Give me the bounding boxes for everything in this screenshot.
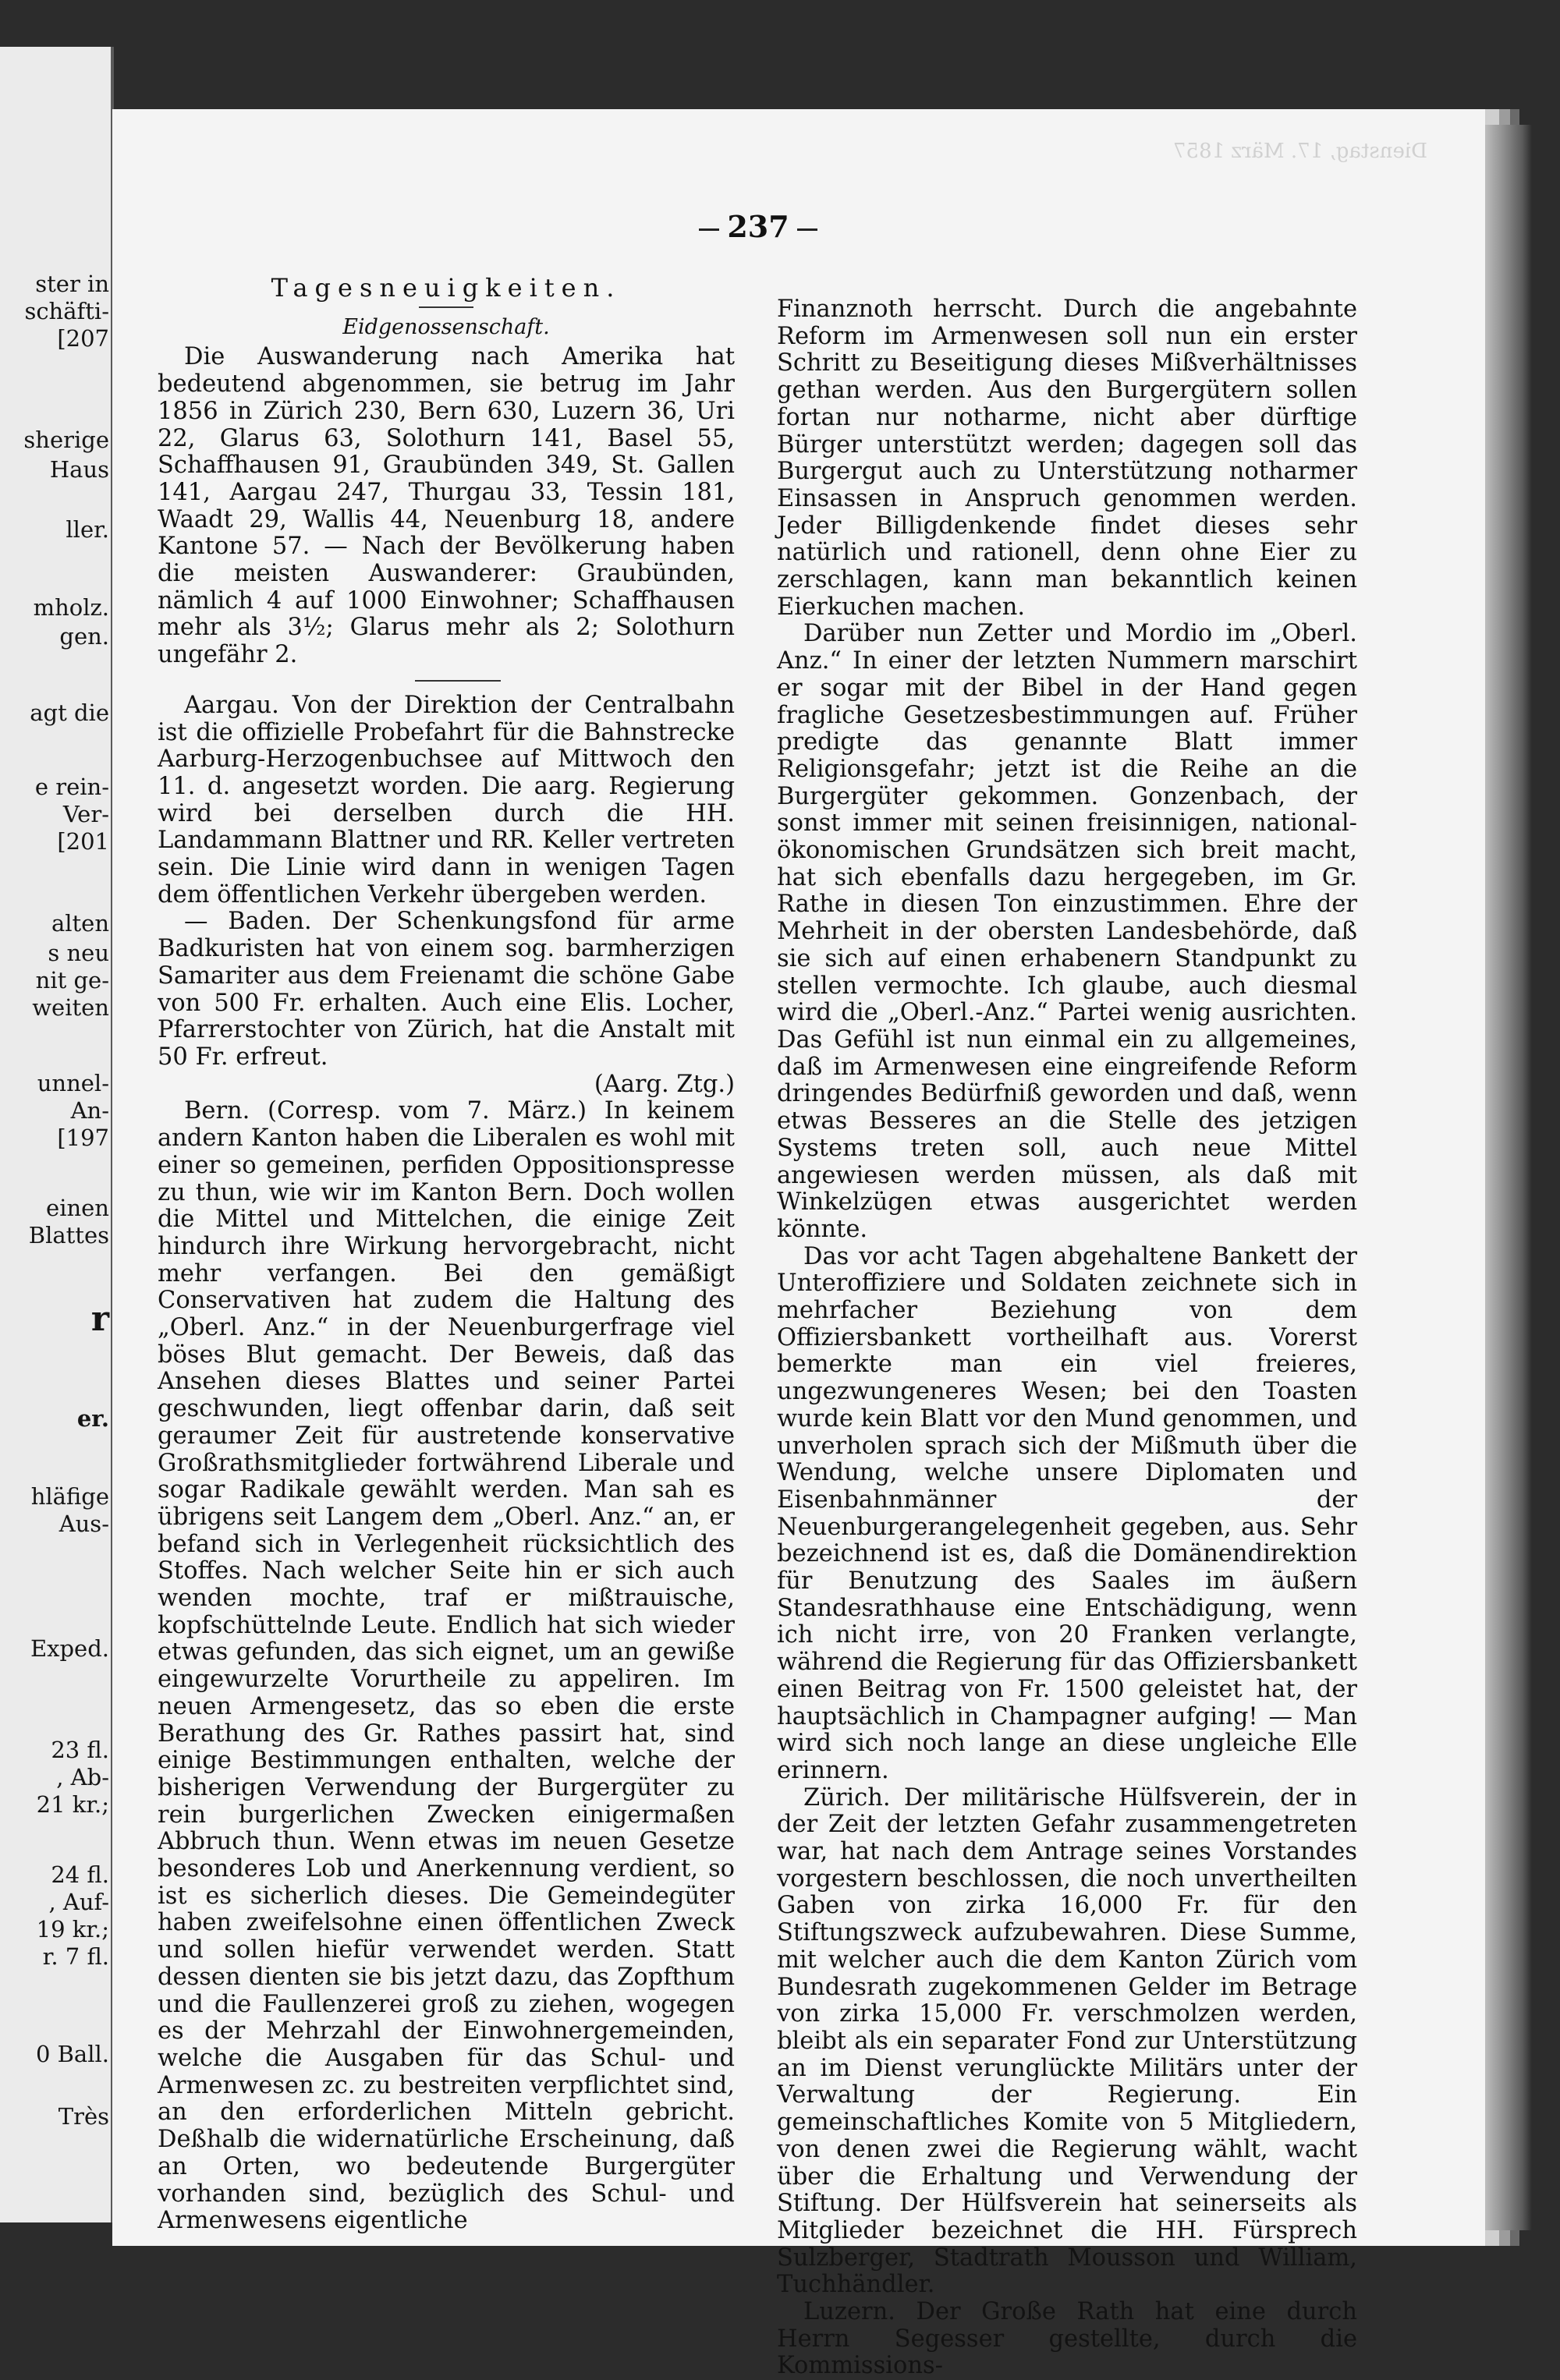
fragment: [201 <box>57 828 109 855</box>
fragment: 0 Ball. <box>35 2041 109 2067</box>
fragment: unnel- <box>37 1070 109 1096</box>
article-paragraph: Finanznoth herrscht. Durch die angebahnte Reform im Armenwesen soll nun ein erster Schritt zu Beseitigung dieses Mißverhältnisses gethan werden. Aus den Burgergütern sollen fortan nur notharme, nicht aber dürftige Bürger unterstützt werden; dagegen soll das Burgergut auch zu Unterstützung notharmer Einsassen in Anspruch genommen werden. Jeder Billigdenkende findet dieses sehr natürlich und rationell, denn ohne Eier zu zerschlagen, kann man bekanntlich keinen Eierkuchen machen. <box>777 296 1357 621</box>
section-heading: Tagesneuigkeiten. <box>271 273 622 303</box>
bleed-line: Dienstag, 17. März 1857 <box>1172 140 1427 163</box>
right-column <box>777 296 1357 2380</box>
fragment: 21 kr.; <box>36 1791 109 1818</box>
section-subheading: Eidgenossenschaft. <box>342 314 550 339</box>
article-paragraph: — Baden. Der Schenkungsfond für arme Badkuristen hat von einem sog. barmherzigen Samariter aus dem Freienamt die schöne Gabe von 500 Fr. erhalten. Auch eine Elis. Locher, Pfarrerstochter von Zürich, hat die Anstalt mit 50 Fr. erfreut. <box>158 908 735 1071</box>
fragment: mholz. <box>33 594 109 621</box>
fragment: gen. <box>59 623 109 650</box>
fragment: einen <box>46 1195 109 1221</box>
fragment: er. <box>76 1405 109 1432</box>
article-paragraph: Die Auswanderung nach Amerika hat bedeutend abgenommen, sie betrug im Jahr 1856 in Zürich 230, Bern 630, Luzern 36, Uri 22, Glarus 63, Solothurn 141, Basel 55, Schaffhausen 91, Graubünden 349, St. Gallen 141, Aargau 247, Thurgau 33, Tessin 181, Waadt 29, Wallis 44, Neuenburg 18, andere Kantone 57. — Nach der Bevölkerung haben die meisten Auswanderer: Graubünden, nämlich 4 auf 1000 Einwohner; Schaffhausen mehr als 3½; Glarus mehr als 2; Solothurn ungefähr 2. <box>158 343 735 669</box>
fragment: Très <box>58 2103 109 2130</box>
article-paragraph: Zürich. Der militärische Hülfsverein, der in der Zeit der letzten Gefahr zusammengetreten war, hat nach dem Antrage seines Vorstandes vorgestern beschlossen, die noch unvertheilten Gaben von zirka 16,000 Fr. für den Stiftungszweck aufzubewahren. Diese Summe, mit welcher auch die dem Kanton Zürich vom Bundesrath zugekommenen Gelder im Betrage von zirka 15,000 Fr. verschmolzen werden, bleibt als ein separater Fond zur Unterstützung an im Dienst verunglückte Militärs unter der Verwaltung der Regierung. Ein gemeinschaftliches Komite von 5 Mitgliedern, von denen zwei die Regierung wählt, wacht über die Erhaltung und Verwendung der Stiftung. Der Hülfsverein hat seinerseits als Mitglieder bezeichnet die HH. Fürsprech Sulzberger, Stadtrath Mousson und William, Tuchhändler. <box>777 1783 1357 2299</box>
fragment: Ver- <box>62 801 109 827</box>
fragment: Blattes <box>28 1222 109 1248</box>
adjacent-page-strip <box>0 47 114 2222</box>
fragment: [207 <box>57 325 109 352</box>
fragment: hläfige <box>30 1483 109 1510</box>
fragment: weiten <box>32 994 109 1021</box>
fragment: Exped. <box>30 1635 109 1662</box>
fragment: , Auf- <box>48 1889 109 1915</box>
fragment: alten <box>51 910 109 937</box>
fragment: 24 fl. <box>51 1861 109 1888</box>
article-paragraph: Darüber nun Zetter und Mordio im „Oberl. Anz.“ In einer der letzten Nummern marschirt er sogar mit der Bibel in der Hand gegen fragliche Gesetzesbestimmungen auf. Früher predigte das genannte Blatt immer Religionsgefahr; jetzt ist die Reihe an die Burgergüter gekommen. Gonzenbach, der sonst immer mit seinen freisinnigen, national-ökonomischen Grundsätzen sich breit macht, hat sich ebenfalls dazu hergegeben, im Gr. Rathe in diesen Ton einzustimmen. Ehre der Mehrheit in der obersten Landesbehörde, daß sie sich auf einen erhabenern Standpunkt zu stellen vermochte. Ich glaube, auch diesmal wird die „Oberl.-Anz.“ Partei wenig ausrichten. Das Gefühl ist nun einmal ein zu allgemeines, daß im Armenwesen eine eingreifende Reform dringendes Bedürfniß geworden und daß, wenn etwas Besseres an die Stelle des jetzigen Systems treten soll, auch neue Mittel angewiesen werden müssen, als daß mit Winkelzügen etwas ausgerichtet werden könnte. <box>777 620 1357 1243</box>
fragment: ller. <box>66 516 109 543</box>
article-paragraph: Aargau. Von der Direktion der Centralbahn ist die offizielle Probefahrt für die Bahnstrecke Aarburg-Herzogenbuchsee auf Mittwoch den 11. d. angesetzt worden. Die aarg. Regierung wird bei derselben durch die HH. Landammann Blattner und RR. Keller vertreten sein. Die Linie wird dann in wenigen Tagen dem öffentlichen Verkehr übergeben werden. <box>158 691 735 908</box>
fragment: schäfti- <box>24 298 109 324</box>
fragment: , Ab- <box>56 1764 109 1790</box>
source-citation: (Aarg. Ztg.) <box>594 1070 735 1098</box>
fragment: Aus- <box>58 1511 109 1537</box>
article-paragraph: Bern. (Corresp. vom 7. März.) In keinem andern Kanton haben die Liberalen es wohl mit einer so gemeinen, perfiden Oppositionspresse zu thun, wie wir im Kanton Bern. Doch wollen die Mittel und Mittelchen, die einige Zeit hindurch ihre Wirkung hervorgebracht, nicht mehr verfangen. Bei den gemäßigt Conservativen hat zudem die Haltung des „Oberl. Anz.“ in der Neuenburgerfrage viel böses Blut gemacht. Der Beweis, daß das Ansehen dieses Blattes und seiner Partei geschwunden, liegt offenbar darin, daß seit geraumer Zeit für austretende konservative Großrathsmitglieder fortwährend Liberale und sogar Radikale gewählt werden. Man sah es übrigens seit Langem dem „Oberl. Anz.“ an, er befand sich in Verlegenheit rücksichtlich des Stoffes. Nach welcher Seite hin er sich auch wenden mochte, traf er mißtrauische, kopfschüttelnde Leute. Endlich hat sich wieder etwas gefunden, das sich eignet, um an gewiße eingewurzelte Vorurtheile zu appeliren. Im neuen Armengesetz, das so eben die erste Berathung des Gr. Rathes passirt hat, sind einige Bestimmungen enthalten, welche der bisherigen Verwendung der Burgergüter zu rein burgerlichen Zwecken einigermaßen Abbruch thun. Wenn etwas im neuen Gesetze besonderes Lob und Anerkennung verdient, so ist es sicherlich dieses. Die Gemeindegüter haben zweifelsohne einen öffentlichen Zweck und sollen hiefür verwendet werden. Statt dessen dienten sie bis jetzt dazu, das Zopfthum und die Faullenzerei groß zu ziehen, wogegen es der Mehrzahl der Einwohnergemeinden, welche die Ausgaben für das Schul- und Armenwesen zc. zu bestreiten verpflichtet sind, an den erforderlichen Mitteln gebricht. Deßhalb die widernatürliche Erscheinung, daß an Orten, wo bedeutende Burgergüter vorhanden sind, bezüglich des Schul- und Armenwesens eigentliche <box>158 1097 735 2235</box>
article-paragraph: Luzern. Der Große Rath hat eine durch Herrn Segesser gestellte, durch die Kommissions- <box>777 2298 1357 2380</box>
fragment: s neu <box>48 940 109 966</box>
left-column <box>158 274 735 2235</box>
fragment: agt die <box>30 699 109 726</box>
separator-rule <box>415 680 501 682</box>
fragment: sherige <box>23 427 109 453</box>
heading-rule <box>419 306 473 308</box>
fragment: r. 7 fl. <box>42 1943 109 1970</box>
fragment: nit ge- <box>35 967 109 993</box>
fragment: 19 kr.; <box>36 1916 109 1943</box>
page-number: 237 <box>680 209 836 244</box>
article-paragraph: Das vor acht Tagen abgehaltene Bankett der Unteroffiziere und Soldaten zeichnete sich in mehrfacher Beziehung von dem Offiziersbankett vortheilhaft aus. Vorerst bemerkte man ein viel freieres, ungezwungeneres Wesen; bei den Toasten wurde kein Blatt vor den Mund genommen, und unverholen sprach sich der Mißmuth über die Wendung, welche unsere Diplomaten und Eisenbahnmänner der Neuenburgerangelegenheit gegeben, aus. Sehr bezeichnend ist es, daß die Domänendirektion für Benutzung des Saales im äußern Standesrathhause eine Entschädigung, wenn ich nicht irre, von 20 Franken verlangte, während die Regierung für das Offiziersbankett einen Beitrag von Fr. 1500 geleistet hat, der hauptsächlich in Champagner aufging! — Man wird sich noch lange an diese ungleiche Elle erinnern. <box>777 1242 1357 1784</box>
fragment: r <box>90 1299 109 1339</box>
fragment: ster in <box>35 271 109 297</box>
bleed-through-text <box>179 136 1427 199</box>
fragment: e rein- <box>34 774 109 800</box>
fragment: [197 <box>57 1124 109 1151</box>
fragment: Haus <box>49 456 109 483</box>
fragment: An- <box>70 1097 109 1124</box>
page-stack-edge <box>1485 125 1532 2230</box>
fragment: 23 fl. <box>51 1737 109 1763</box>
